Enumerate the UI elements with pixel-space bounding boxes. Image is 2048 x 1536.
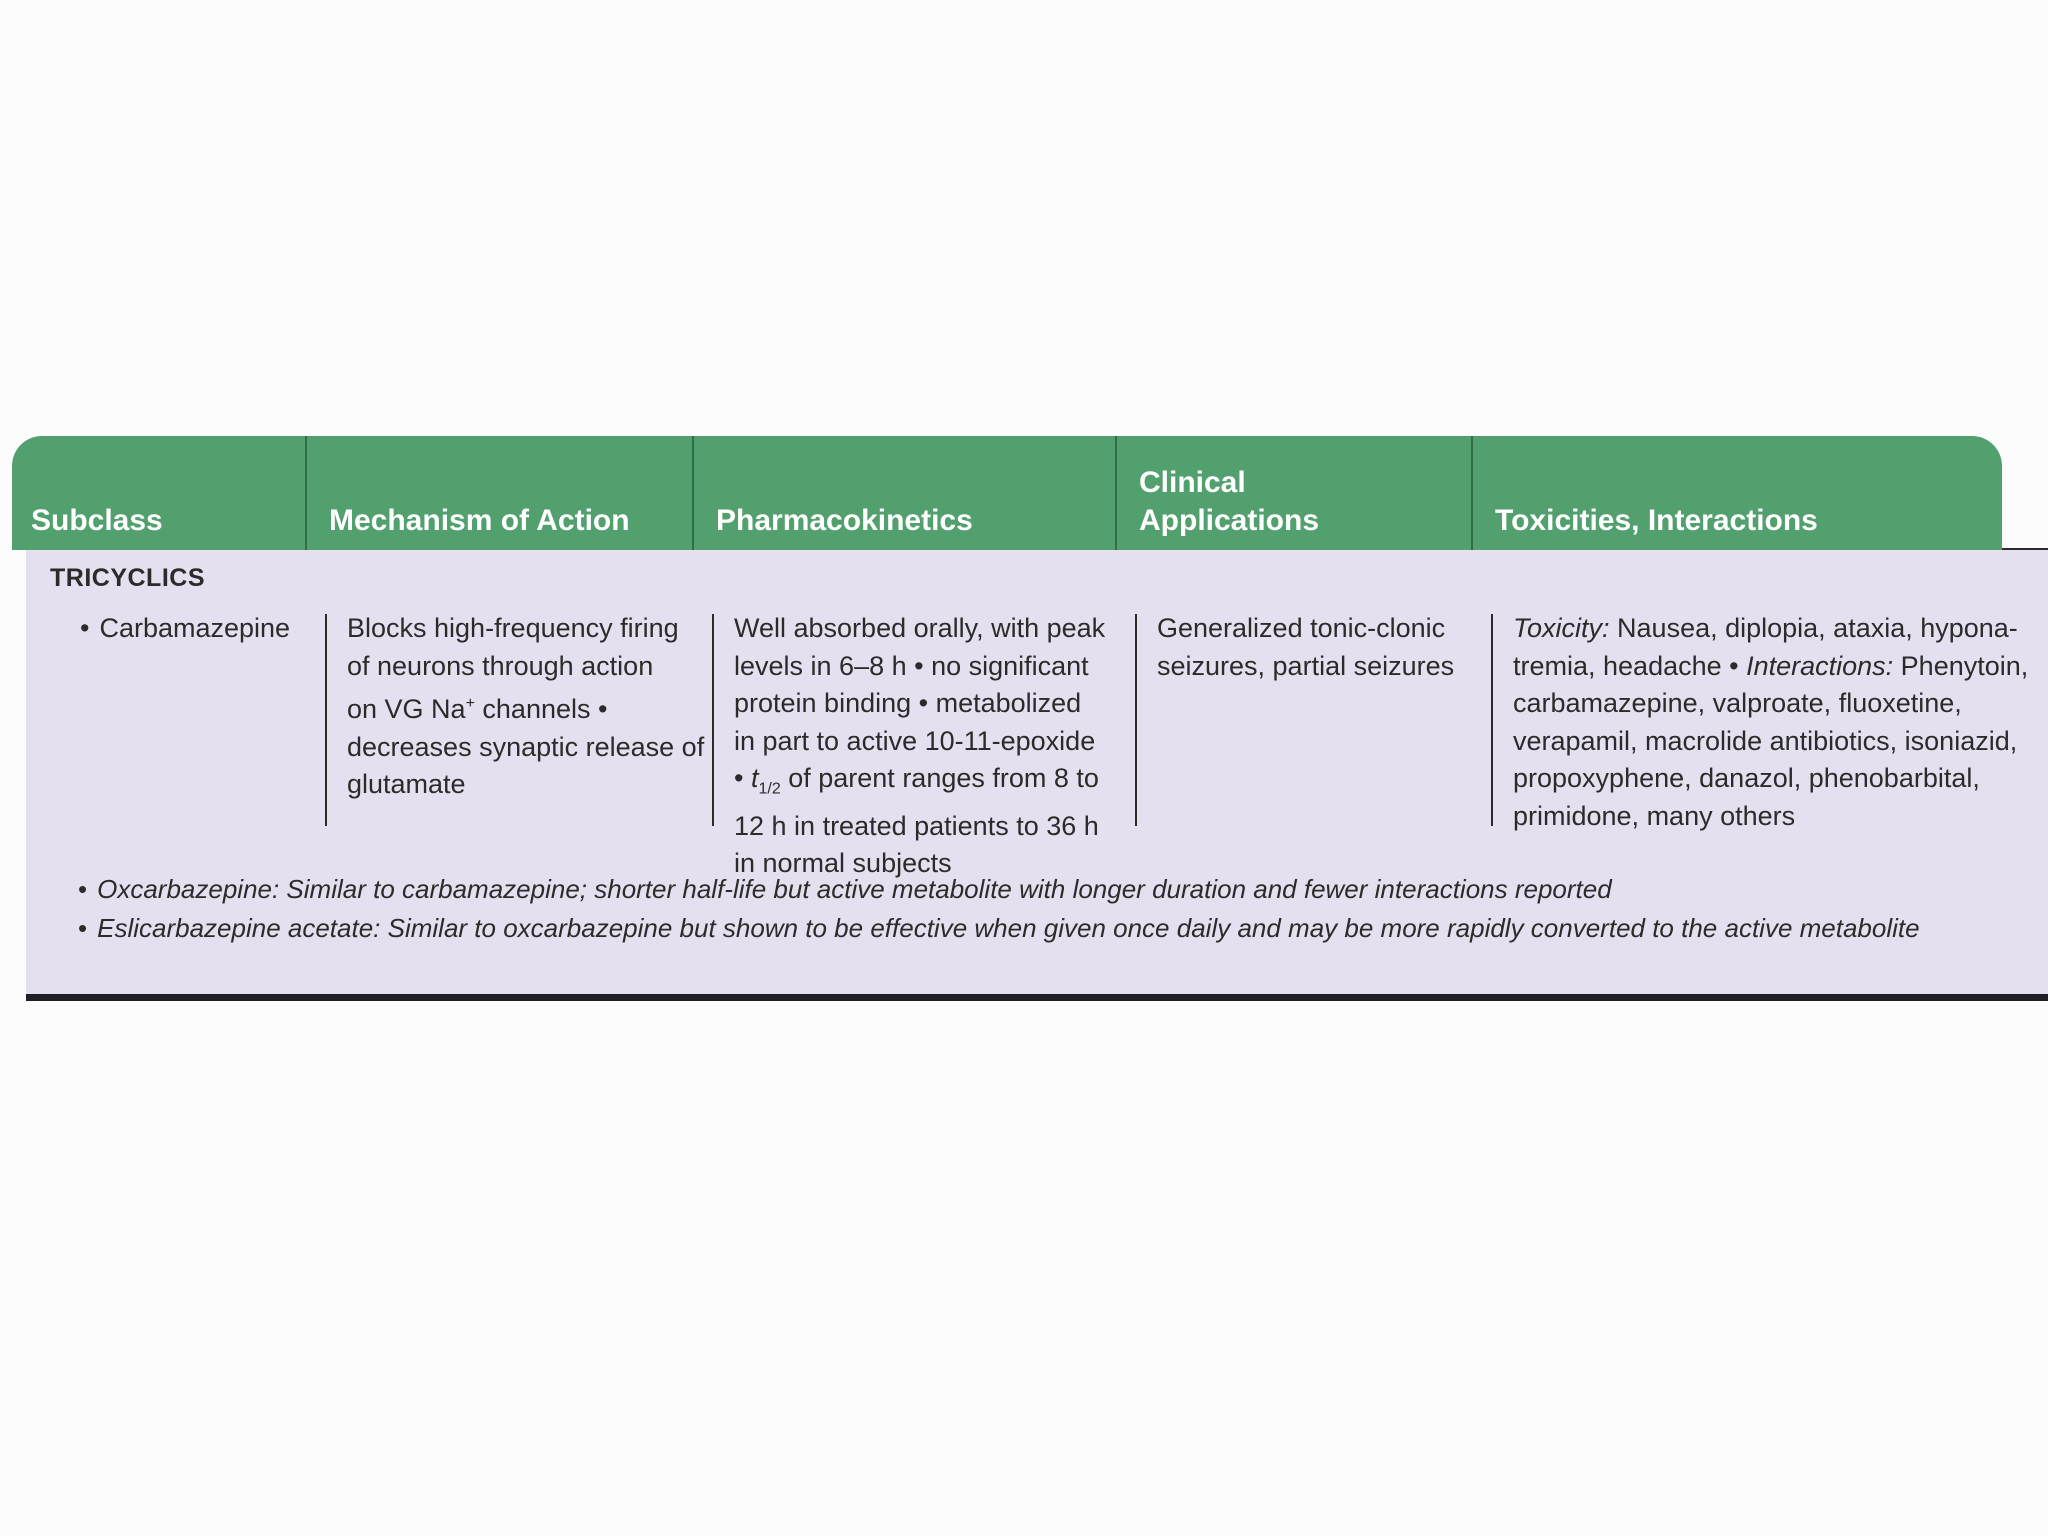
header-clinical: Clinical Applications — [1139, 466, 1320, 537]
header-divider — [1471, 436, 1473, 550]
table-body — [26, 550, 2048, 1001]
header-subclass: Subclass — [31, 504, 163, 537]
header-pharmacokinetics: Pharmacokinetics — [716, 504, 973, 537]
note-eslicarbazepine: • Eslicarbazepine acetate: Similar to oxcarbazepine but shown to be effective when given once daily and may be more rapidly converted to the active metabolite — [78, 913, 1920, 943]
cell-subclass: • Carbamazepine — [80, 613, 291, 643]
column-divider — [325, 614, 327, 826]
cell-toxicities: Toxicity: Nausea, diplopia, ataxia, hypona- tremia, headache • Interactions: Phenytoin, carbamazepine, valproate, fluoxetine, verapamil, macrolide antibiotics, isoniazid, propoxyphene, danazol, phenobarbital, primidone, many others — [1513, 613, 2029, 831]
column-divider — [1135, 614, 1137, 826]
note-oxcarbazepine: • Oxcarbazepine: Similar to carbamazepine; shorter half-life but active metabolite with longer duration and fewer interactions reported — [78, 874, 1612, 904]
column-divider — [1491, 614, 1493, 826]
cell-pharmacokinetics: Well absorbed orally, with peak levels in 6–8 h • no significant protein binding • metabolized in part to active 10-11-epoxide • $t_{1/2}$ of parent ranges from 8 to 12 h in treated patients to 36 h in normal subjects — [734, 613, 1106, 879]
table-header — [12, 436, 2002, 550]
column-divider — [712, 614, 714, 826]
header-divider — [1115, 436, 1117, 550]
header-divider — [692, 436, 694, 550]
cell-mechanism: Blocks high-frequency firing of neurons through action on VG Na+ channels • decreases synaptic release of glutamate — [347, 613, 705, 799]
cell-clinical: Generalized tonic-clonic seizures, partial seizures — [1157, 613, 1455, 681]
header-toxicities: Toxicities, Interactions — [1495, 504, 1818, 537]
drug-table — [12, 436, 2048, 1001]
group-label: TRICYCLICS — [50, 564, 205, 592]
header-divider — [305, 436, 307, 550]
header-mechanism: Mechanism of Action — [329, 504, 630, 537]
